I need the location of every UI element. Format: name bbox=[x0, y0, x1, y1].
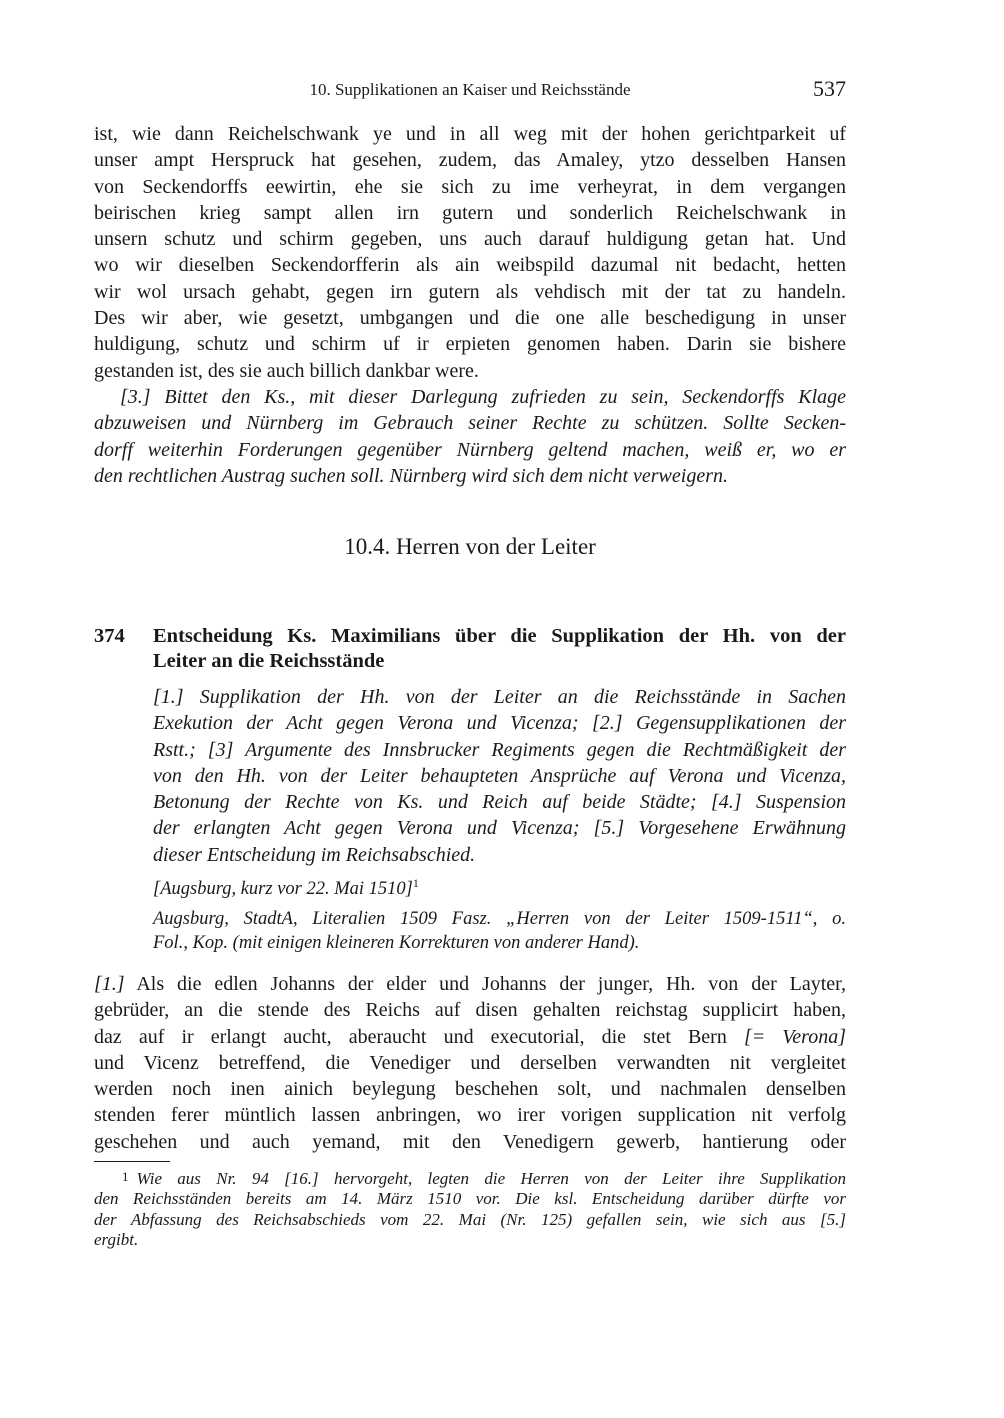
footnote-line bbox=[94, 1167, 846, 1189]
editorial-summary-paragraph bbox=[94, 384, 846, 489]
section-heading: 10.4. Herren von der Leiter bbox=[344, 534, 596, 559]
text-line: wir wol ursach gehabt, gegen irn gutern als vehdisch mit der tat zu handeln. bbox=[94, 280, 846, 303]
entry-summary bbox=[153, 684, 846, 868]
footnote-line: ergibt. bbox=[94, 1229, 139, 1249]
text-line: gestanden ist, des sie auch billich dankbar were. bbox=[94, 359, 479, 382]
text-line: den rechtlichen Austrag suchen soll. Nürnberg wird sich dem nicht verweigern. bbox=[94, 464, 728, 487]
footnote-number: 1 bbox=[122, 1169, 129, 1184]
text-line: Augsburg, StadtA, Literalien 1509 Fasz. „Herren von der Leiter 1509-1511“, o. bbox=[153, 909, 846, 929]
text-line: huldigung, schutz und schirm uf ir erpieten genomen haben. Darin sie bishere bbox=[94, 333, 846, 356]
text-line: unsern schutz und schirm gegeben, uns auch darauf huldigung getan hat. Und bbox=[94, 228, 846, 251]
footnote-rule bbox=[94, 1161, 170, 1162]
text-line: der erlangten Acht gegen Verona und Vicenza; [5.] Vorgesehene Erwähnung bbox=[153, 817, 846, 840]
page-number: 537 bbox=[813, 76, 846, 101]
document-text bbox=[94, 971, 846, 1155]
text-line: beirischen krieg sampt allen irn gutern und sonderlich Reichelschwank in bbox=[94, 201, 846, 224]
text-segment: daz auf ir erlangt aucht, aberaucht und executorial, die stet Bern bbox=[94, 1025, 744, 1048]
text-line: stenden ferer müntlich lassen anbringen, wo irer vorigen supplication nit verfolg bbox=[94, 1104, 846, 1127]
date-text: [Augsburg, kurz vor 22. Mai 1510] bbox=[153, 879, 413, 899]
text-line: wo wir dieselben Seckendorfferin als ain weibspild dazumal nit bedacht, hetten bbox=[94, 254, 846, 277]
text-line: Betonung der Rechte von Ks. und Reich auf beide Städte; [4.] Suspension bbox=[153, 791, 846, 814]
entry-source bbox=[153, 907, 846, 955]
text-line: gebrüder, an die stende des Reichs auf disen gehalten reichstag supplicirt haben, bbox=[94, 999, 846, 1022]
text-line: ist, wie dann Reichelschwank ye und in all weg mit der hohen gerichtparkeit uf bbox=[94, 123, 846, 145]
text-line: dieser Entscheidung im Reichsabschied. bbox=[153, 843, 476, 866]
text-line: dorff weiterhin Forderungen gegenüber Nürnberg geltend machen, weiß er, wo er bbox=[94, 438, 846, 461]
text-line: abzuweisen und Nürnberg im Gebrauch seiner Rechte zu schützen. Sollte Secken- bbox=[94, 412, 846, 435]
text-line: Fol., Kop. (mit einigen kleineren Korrekturen von anderer Hand). bbox=[153, 933, 640, 953]
entry-date bbox=[153, 876, 419, 900]
text-segment: Als die edlen Johanns der elder und Johanns der junger, Hh. von der Layter, bbox=[124, 973, 846, 995]
entry-number: 374 bbox=[94, 625, 125, 647]
text-line bbox=[94, 971, 846, 997]
section-marker: [1.] bbox=[94, 973, 125, 995]
text-line: Rstt.; [3] Argumente des Innsbrucker Regiments gegen die Rechtmäßigkeit der bbox=[153, 738, 846, 761]
footnote-line: den Reichsständen bereits am 14. März 1510 vor. Die ksl. Entscheidung darüber dürfte vor bbox=[94, 1189, 846, 1209]
footnote bbox=[94, 1167, 846, 1250]
text-segment: Wie aus Nr. 94 [16.] hervorgeht, legten die Herren von der Leiter ihre Supplikation bbox=[136, 1169, 846, 1188]
text-line: [3.] Bittet den Ks., mit dieser Darlegung zufrieden zu sein, Seckendorffs Klage bbox=[120, 386, 846, 408]
footnote-line: der Abfassung des Reichsabschieds vom 22. Mai (Nr. 125) gefallen sein, wie sich aus [5.] bbox=[94, 1209, 846, 1229]
title-line: Leiter an die Reichsstände bbox=[153, 650, 385, 672]
text-line: [1.] Supplikation der Hh. von der Leiter an die Reichsstände in Sachen bbox=[153, 686, 846, 708]
paragraph-continuation bbox=[94, 121, 846, 384]
text-line: unser ampt Herspruck hat gesehen, zudem, das Amaley, ytzo desselben Hansen bbox=[94, 149, 846, 172]
text-line: werden noch inen ainich beylegung beschehen solt, und nachmalen denselben bbox=[94, 1078, 846, 1101]
editorial-note: [= Verona] bbox=[743, 1025, 847, 1048]
text-line: Exekution der Acht gegen Verona und Vicenza; [2.] Gegensupplikationen der bbox=[153, 712, 846, 735]
text-line bbox=[94, 1024, 846, 1050]
text-line: geschehen und auch yemand, mit den Venedigern gewerb, hantierung oder bbox=[94, 1130, 846, 1153]
running-title: 10. Supplikationen an Kaiser und Reichsstände bbox=[309, 80, 631, 99]
footnote-ref[interactable]: 1 bbox=[412, 876, 419, 890]
entry-title bbox=[153, 624, 846, 674]
text-line: von den Hh. von der Leiter behaupteten Ansprüche auf Verona und Vicenza, bbox=[153, 764, 846, 787]
text-line: von Seckendorffs eewirtin, ehe sie sich zu ime verheyrat, in dem vergangen bbox=[94, 175, 846, 198]
text-line: und Vicenz betreffend, die Venediger und derselben verwandten nit vergleitet bbox=[94, 1051, 846, 1074]
title-line: Entscheidung Ks. Maximilians über die Supplikation der Hh. von der bbox=[153, 625, 846, 647]
text-line: Des wir aber, wie gesetzt, umbgangen und die one alle beschedigung in unser bbox=[94, 307, 846, 330]
